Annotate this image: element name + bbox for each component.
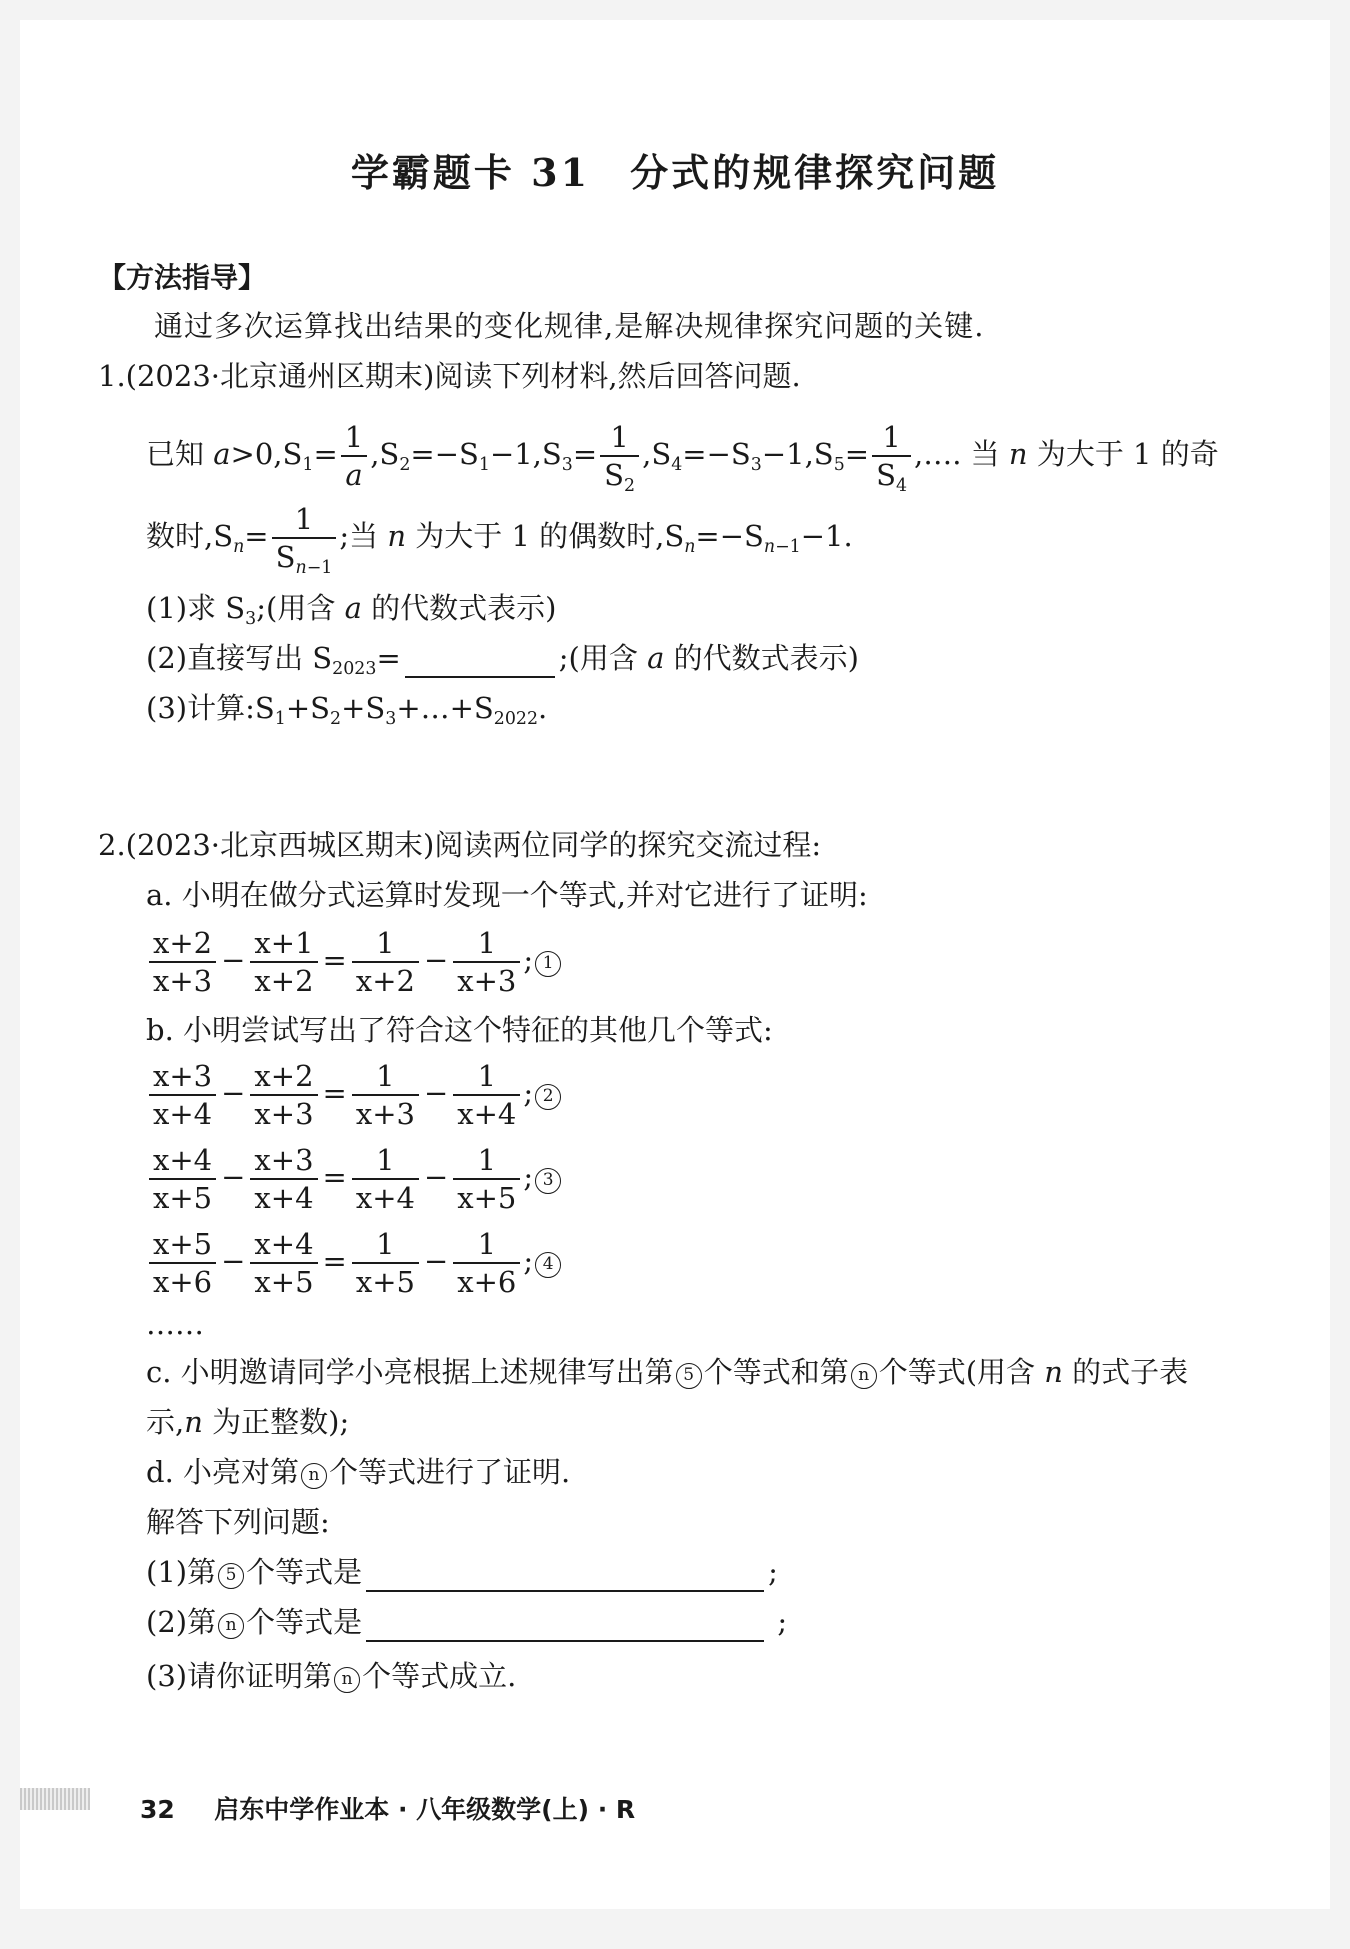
q2-part-c-cont: 示,n 为正整数); [146,1405,350,1439]
q2-ellipsis: …… [146,1307,204,1341]
q2-solve-label: 解答下列问题: [146,1505,330,1539]
q2-part-a: a. 小明在做分式运算时发现一个等式,并对它进行了证明: [146,878,868,912]
q1-part3: (3)计算$:S_1+S_2+S_3+\dots+S_{2022}$. [146,691,548,730]
q1-rule-line: 数时$,S_n=$ $\frac{1}{S_{n-1}}$ ;当 n 为大于 1 的偶数时$,S_n=-S_{n-1}-1$. [146,502,853,579]
q1-sequence-definition: 已知 $a>0,S_1=$ $\frac{1}{a}$ $,S_2=-S_1-1,S_3=$ $\frac{1}{S_2}$ $,S_4=-S_3-1,S_5=$ $\frac{1}{S_4}$ ,…. 当 n 为大于 1 的奇 [146,420,1219,497]
page-number: 32 [140,1795,175,1824]
worksheet-page [20,20,1330,1909]
q2-equation-1: $\frac{x+2}{x+3}$ − $\frac{x+1}{x+2}$ = $\frac{1}{x+2}$ − $\frac{1}{x+3}$ ; 1 [146,925,563,999]
q2-part-b: b. 小明尝试写出了符合这个特征的其他几个等式: [146,1013,773,1047]
page-title: 学霸题卡 31 分式的规律探究问题 [350,150,1000,195]
q2-equation-4: $\frac{x+5}{x+6}$ − $\frac{x+4}{x+5}$ = $\frac{1}{x+5}$ − $\frac{1}{x+6}$ ; 4 [146,1226,563,1300]
q2-part-d: d. 小亮对第 n 个等式进行了证明. [146,1455,571,1489]
q2-question-1: (1)第 5 个等式是 ; [146,1552,778,1592]
q2-question-3: (3)请你证明第 n 个等式成立. [146,1659,517,1693]
book-title: 启东中学作业本 · 八年级数学(上) · R [214,1795,636,1824]
q2-equation-3: $\frac{x+4}{x+5}$ − $\frac{x+3}{x+4}$ = $\frac{1}{x+4}$ − $\frac{1}{x+5}$ ; 3 [146,1142,563,1216]
q2-equation-2: $\frac{x+3}{x+4}$ − $\frac{x+2}{x+3}$ = $\frac{1}{x+3}$ − $\frac{1}{x+4}$ ; 2 [146,1058,563,1132]
q1-part2: (2)直接写出 $S_{2023}=$ ;(用含 a 的代数式表示) [146,641,859,680]
q2-intro: 2.(2023·北京西城区期末)阅读两位同学的探究交流过程: [98,828,822,862]
method-text: 通过多次运算找出结果的变化规律,是解决规律探究问题的关键. [154,309,985,343]
q1-intro: 1.(2023·北京通州区期末)阅读下列材料,然后回答问题. [98,359,801,393]
footer [140,1790,635,1826]
method-heading: 【方法指导】 [98,261,267,294]
q2-part-c: c. 小明邀请同学小亮根据上述规律写出第 5 个等式和第 n 个等式(用含 n 的式子表 [146,1355,1189,1389]
footer-scan-strip [20,1788,90,1810]
q2-answer-blank-1[interactable] [366,1560,764,1592]
q2-question-2: (2)第 n 个等式是 ; [146,1602,787,1642]
q1-part1: (1)求 $S_3$;(用含 a 的代数式表示) [146,591,557,630]
q1-answer-blank[interactable] [405,646,555,678]
q2-answer-blank-2[interactable] [366,1610,764,1642]
